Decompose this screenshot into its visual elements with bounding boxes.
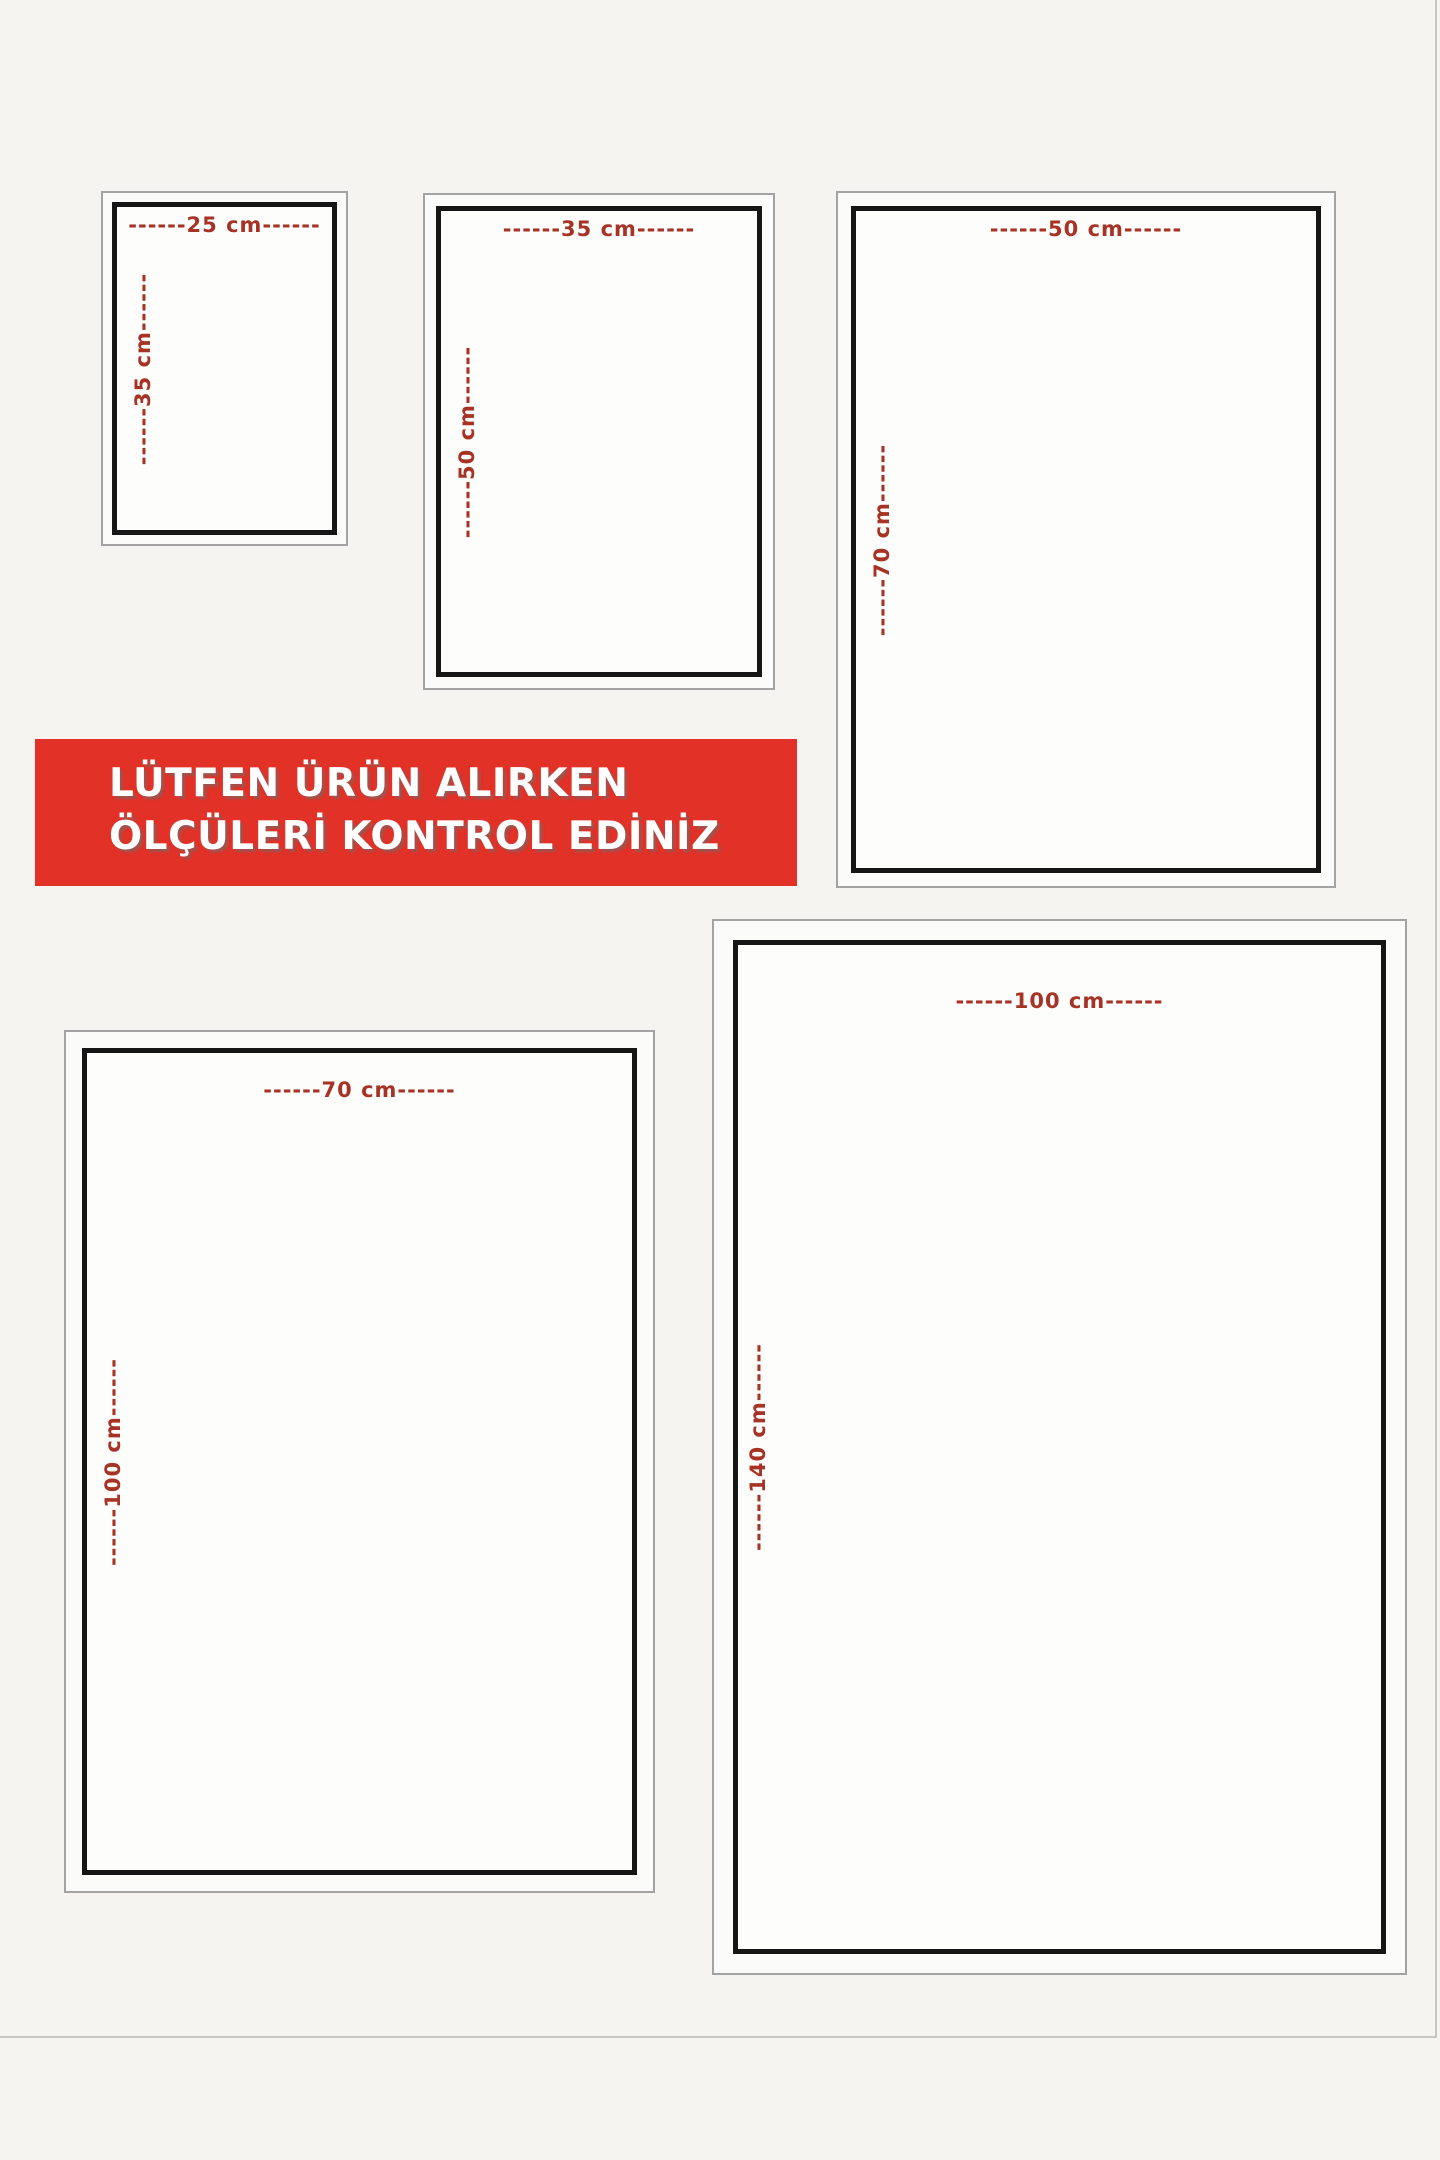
height-dimension-label: ------50 cm------ xyxy=(455,345,479,538)
width-dimension-label: ------100 cm------ xyxy=(955,989,1164,1013)
size-box-25x35 xyxy=(101,191,348,546)
height-dimension-label: ------140 cm------ xyxy=(746,1342,770,1552)
height-dimension-label: ------70 cm------ xyxy=(870,443,894,636)
size-box-70x100-border xyxy=(82,1048,637,1875)
warning-banner-line-2: ÖLÇÜLERİ KONTROL EDİNİZ xyxy=(109,814,720,859)
warning-banner-line-1: LÜTFEN ÜRÜN ALIRKEN xyxy=(109,761,629,806)
height-dimension-label: ------35 cm------ xyxy=(131,272,155,465)
size-box-50x70-border xyxy=(851,206,1321,873)
size-box-35x50 xyxy=(423,193,775,690)
size-box-70x100 xyxy=(64,1030,655,1893)
width-dimension-label: ------50 cm------ xyxy=(989,217,1183,241)
width-dimension-label: ------35 cm------ xyxy=(502,217,696,241)
width-dimension-label: ------25 cm------ xyxy=(128,213,321,237)
size-box-50x70 xyxy=(836,191,1336,888)
warning-banner xyxy=(35,739,797,886)
height-dimension-label: ------100 cm------ xyxy=(101,1357,125,1566)
size-box-35x50-border xyxy=(436,206,762,677)
size-box-100x140 xyxy=(712,919,1407,1975)
size-box-25x35-border xyxy=(112,202,337,535)
width-dimension-label: ------70 cm------ xyxy=(263,1078,456,1102)
size-box-100x140-border xyxy=(733,940,1386,1954)
